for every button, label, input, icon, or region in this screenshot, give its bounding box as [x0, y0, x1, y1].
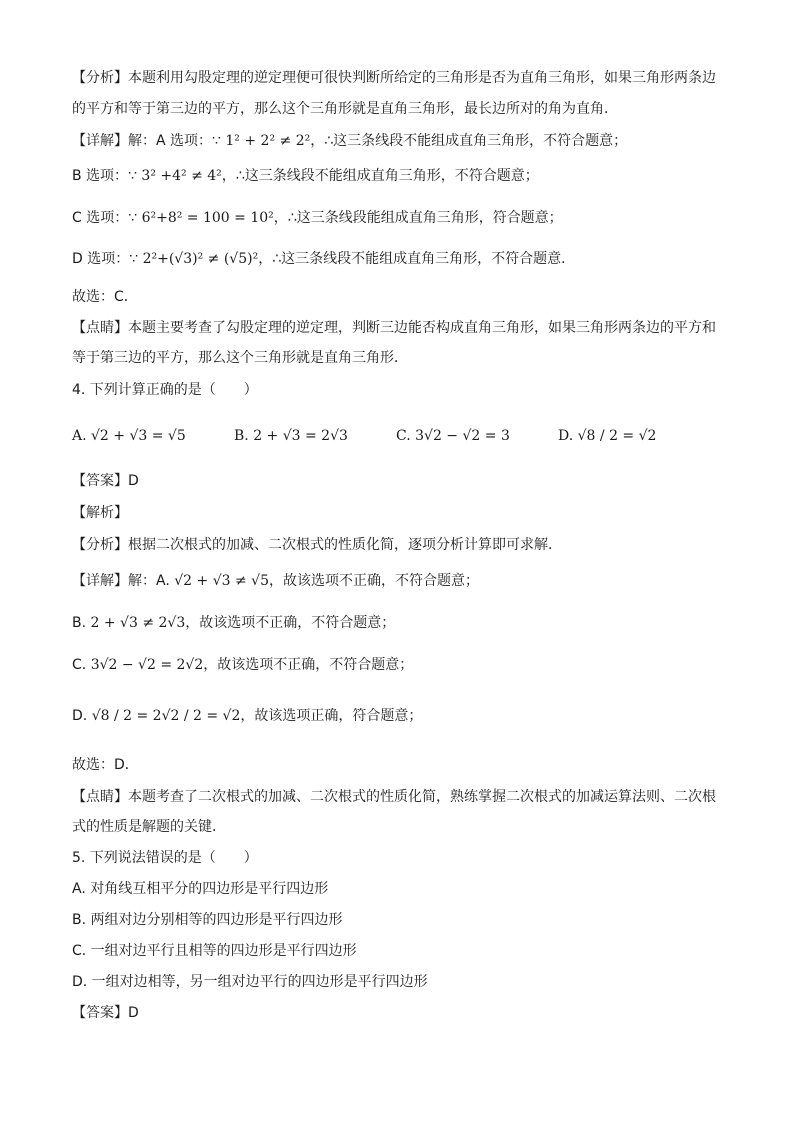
- q4-a-formula: √2 + √3 ≠ √5: [174, 573, 269, 589]
- q4-b-prefix: B.: [72, 615, 91, 631]
- q3-a-formula: ∵ 1² + 2² ≠ 2²: [212, 133, 311, 149]
- q3-analysis-line-1: 【分析】本题利用勾股定理的逆定理便可很快判断所给定的三角形是否为直角三角形，如果三角形两条边: [72, 70, 716, 86]
- q4-detail-c: [72, 655, 413, 675]
- q4-comment-line-1: 【点睛】本题考查了二次根式的加减、二次根式的性质化简，熟练掌握二次根式的加减运算法则、二次根: [72, 789, 716, 805]
- q5-option-a: A. 对角线互相平分的四边形是平行四边形: [72, 881, 329, 897]
- q3-b-prefix: B 选项：: [72, 168, 129, 184]
- q3-detail-b: [72, 166, 539, 186]
- q4-b-formula: 2 + √3 ≠ 2√3: [90, 615, 186, 631]
- q3-c-formula: ∵ 6²+8² = 100 = 10²: [128, 210, 274, 226]
- q4-c-prefix: C.: [72, 657, 91, 673]
- q3-detail-c: [72, 208, 563, 228]
- q3-d-formula: ∵ 2²+(√3)² ≠ (√5)²: [129, 251, 259, 267]
- q4-option-d: D. √8 / 2 = √2: [558, 428, 657, 444]
- q5-option-c: C. 一组对边平行且相等的四边形是平行四边形: [72, 943, 357, 959]
- q4-a-text: ，故该选项不正确，不符合题意；: [268, 573, 479, 589]
- q3-analysis-line-2: 的平方和等于第三边的平方，那么这个三角形就是直角三角形，最长边所对的角为直角．: [72, 101, 618, 117]
- q4-d-formula: √8 / 2 = 2√2 / 2 = √2: [91, 708, 241, 724]
- q5-stem: 5. 下列说法错误的是（ ）: [72, 850, 258, 866]
- q5-option-b: B. 两组对边分别相等的四边形是平行四边形: [72, 912, 343, 928]
- q3-comment-line-2: 等于第三边的平方，那么这个三角形就是直角三角形．: [72, 350, 408, 366]
- q3-d-text: ，∴这三条线段不能组成直角三角形，不符合题意．: [258, 251, 576, 267]
- q3-c-text: ，∴这三条线段能组成直角三角形，符合题意；: [273, 210, 563, 226]
- q3-detail-d: [72, 249, 575, 269]
- q4-b-text: ，故该选项不正确，不符合题意；: [185, 615, 396, 631]
- q4-detail-d: [72, 706, 422, 726]
- q4-detail-b: [72, 613, 395, 633]
- q4-detail-prefix: 【详解】解：A.: [72, 573, 175, 589]
- q3-b-text: ，∴这三条线段不能组成直角三角形，不符合题意；: [221, 168, 539, 184]
- q4-option-c: C. 3√2 − √2 = 3: [396, 428, 510, 444]
- q3-choose: 故选：C．: [72, 289, 138, 305]
- q4-comment-line-2: 式的性质是解题的关键．: [72, 819, 226, 835]
- q3-detail-a: [72, 131, 627, 151]
- q3-comment-line-1: 【点睛】本题主要考查了勾股定理的逆定理，判断三边能否构成直角三角形，如果三角形两条边的平方和: [72, 320, 716, 336]
- q4-c-formula: 3√2 − √2 = 2√2: [90, 657, 204, 673]
- q4-analysis: 【分析】根据二次根式的加减、二次根式的性质化简，逐项分析计算即可求解．: [72, 537, 562, 553]
- q4-stem: 4. 下列计算正确的是（ ）: [72, 382, 258, 398]
- q4-c-text: ，故该选项不正确，不符合题意；: [203, 657, 414, 673]
- q4-d-text: ，故该选项正确，符合题意；: [240, 708, 423, 724]
- q3-d-prefix: D 选项：: [72, 251, 130, 267]
- q4-choose: 故选：D．: [72, 757, 139, 773]
- q4-jiexi: 【解析】: [72, 505, 128, 521]
- q5-answer: 【答案】D: [72, 1005, 139, 1021]
- q4-option-b: B. 2 + √3 = 2√3: [234, 428, 348, 444]
- q4-d-prefix: D.: [72, 708, 92, 724]
- q4-option-a: A. √2 + √3 = √5: [72, 428, 186, 444]
- q5-option-d: D. 一组对边相等，另一组对边平行的四边形是平行四边形: [72, 974, 428, 990]
- q3-b-formula: ∵ 3² +4² ≠ 4²: [128, 168, 222, 184]
- q3-c-prefix: C 选项：: [72, 210, 129, 226]
- q3-a-text: ，∴这三条线段不能组成直角三角形，不符合题意；: [310, 133, 628, 149]
- q4-answer: 【答案】D: [72, 473, 139, 489]
- q4-detail-a: [72, 571, 479, 591]
- q3-detail-prefix: 【详解】解：A 选项：: [72, 133, 213, 149]
